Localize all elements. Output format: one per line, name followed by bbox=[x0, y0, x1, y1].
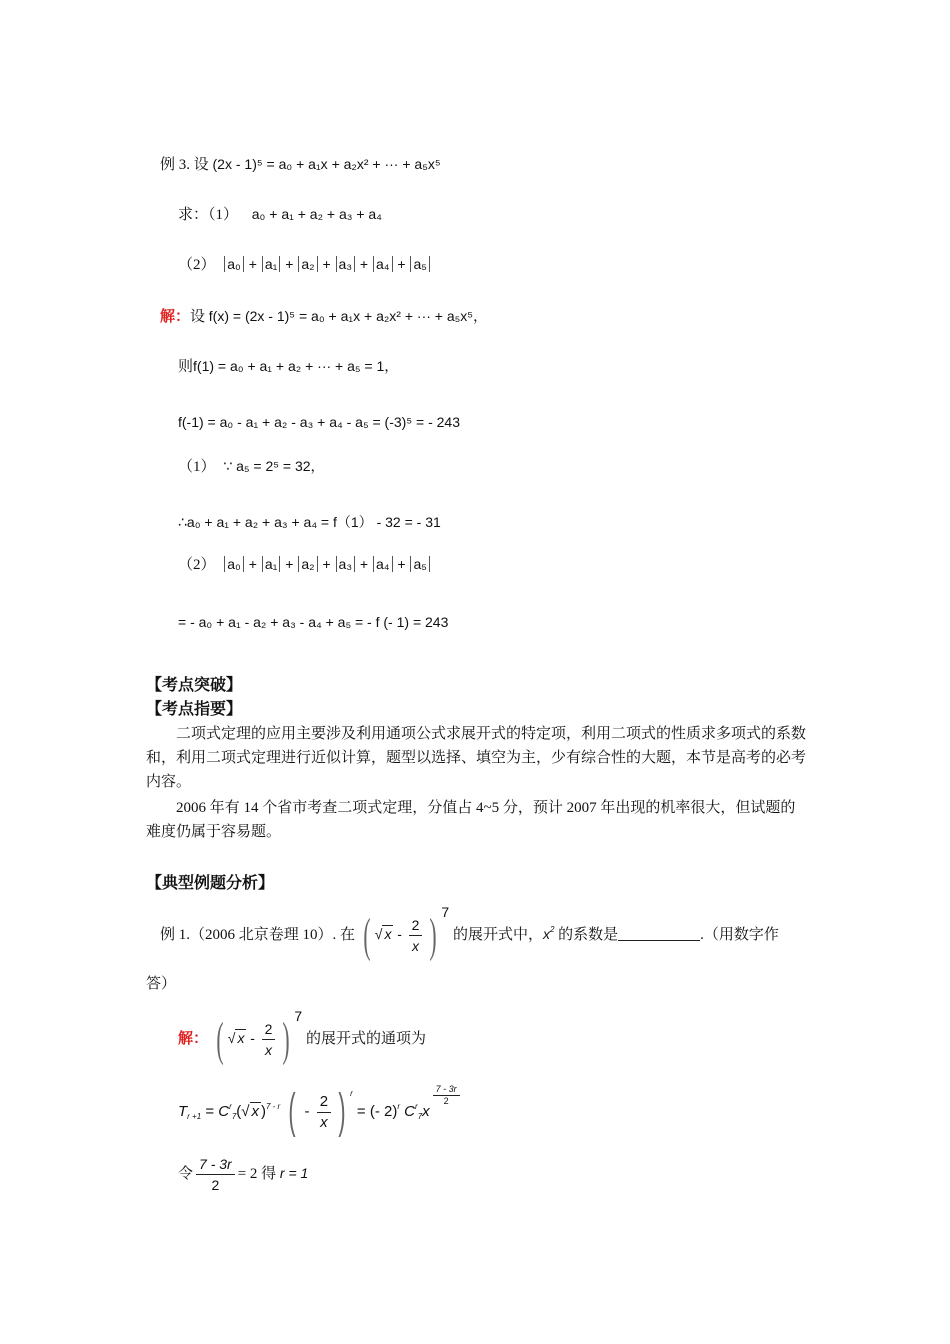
answer-blank[interactable] bbox=[618, 926, 700, 941]
fraction-numerator: 2 bbox=[409, 915, 423, 936]
let-text: 令 bbox=[178, 1166, 194, 1182]
left-paren: ( bbox=[288, 1085, 296, 1139]
ex1-tail-text: .（用数字作 bbox=[700, 927, 779, 943]
exponent-fraction bbox=[433, 1084, 460, 1107]
abs-term: a₅ bbox=[410, 256, 429, 272]
ex1-statement bbox=[160, 906, 779, 962]
because-equation: ∵ a₅ = 2⁵ = 32， bbox=[223, 458, 325, 474]
ex3-ask: 求：（1） bbox=[178, 207, 239, 223]
ex3-f1-line bbox=[178, 356, 398, 377]
x-squared: $x^2$ bbox=[542, 925, 555, 942]
abs-term: a₅ bbox=[410, 556, 429, 572]
fraction-2-over-x bbox=[317, 1092, 331, 1133]
ex3-q2-label: （2） bbox=[178, 257, 216, 273]
ex3-question-2 bbox=[178, 254, 431, 275]
x-power: x bbox=[422, 1103, 430, 1120]
ex3-ask1-expression: a₀ + a₁ + a₂ + a₃ + a₄ bbox=[251, 206, 382, 222]
fraction-denominator: x bbox=[265, 1042, 272, 1059]
eq2-text: = 2 得 bbox=[237, 1166, 277, 1182]
ex1-label: 例 1.（2006 北京卷理 10）. 在 bbox=[160, 927, 356, 943]
sqrt-x-term: √ x bbox=[227, 1030, 245, 1046]
fm1-equation: f(-1) = a₀ - a₁ + a₂ - a₃ + a₄ - a₅ = (-3)⁵ = - 243 bbox=[178, 414, 460, 430]
solution-label: 解： bbox=[160, 309, 191, 325]
exponent: 7 bbox=[441, 904, 450, 920]
solution-label: 解： bbox=[178, 1031, 209, 1047]
left-paren: ( bbox=[363, 908, 371, 962]
ex3-step2-line bbox=[178, 554, 431, 575]
ex3-step1-line bbox=[178, 456, 325, 477]
abs-term: a₀ bbox=[224, 556, 244, 572]
sqrt-content: x bbox=[384, 926, 392, 942]
fraction-exponent bbox=[196, 1154, 235, 1195]
ex3-result-line bbox=[178, 612, 448, 633]
fraction-denominator: x bbox=[320, 1113, 328, 1131]
exponent-denominator: 2 bbox=[443, 1096, 449, 1106]
ex3-question-1 bbox=[178, 204, 382, 225]
general-term-formula: $T_{r +1} = C^r_7(√$ x )$^{7 - r}$ ( - $\frac{2}{x}$ ) $^r$ = (- 2)$^r$ $C^r_7x$ $\frac{7 - 3r}{2}$ bbox=[178, 1084, 463, 1140]
therefore-equation: ∴a₀ + a₁ + a₂ + a₃ + a₄ = f（1） - 32 = - 31 bbox=[178, 514, 441, 530]
ex1-expand-text: 的展开式中， bbox=[452, 927, 543, 943]
ex3-solution-setup bbox=[160, 306, 487, 327]
abs-term: a₄ bbox=[373, 556, 393, 572]
step2-label: （2） bbox=[178, 557, 216, 573]
minus-sign: - bbox=[397, 926, 402, 942]
left-paren: ( bbox=[216, 1012, 224, 1066]
r-value: r = 1 bbox=[279, 1165, 309, 1181]
section-heading-typical: 【典型例题分析】 bbox=[146, 875, 275, 892]
ex1-let-line bbox=[178, 1148, 308, 1198]
then-text: 则 bbox=[178, 359, 194, 375]
exponent-numerator: 7 - 3r bbox=[433, 1084, 460, 1096]
ex3-equation: (2x - 1)⁵ = a₀ + a₁x + a₂x² + ··· + a₅x⁵ bbox=[212, 156, 441, 172]
general-term-text: 的展开式的通项为 bbox=[305, 1031, 426, 1047]
abs-sum-expression-1: a₀ + a₁ + a₂ + a₃ + a₄ + a₅ bbox=[223, 256, 431, 272]
f1-equation: f(1) = a₀ + a₁ + a₂ + ··· + a₅ = 1， bbox=[193, 358, 399, 374]
sqrt-content: x bbox=[237, 1030, 245, 1046]
fraction-numerator: 7 - 3r bbox=[196, 1154, 235, 1175]
abs-term: a₃ bbox=[336, 256, 356, 272]
ex3-fm1-line bbox=[178, 412, 460, 433]
ex1-solution-line bbox=[178, 1010, 426, 1066]
abs-term: a₂ bbox=[298, 256, 317, 272]
ex3-statement bbox=[160, 154, 441, 175]
ex1-tail-continuation: 答） bbox=[146, 976, 177, 992]
exponent: 7 bbox=[294, 1008, 303, 1024]
sqrt-x-term: √ x bbox=[374, 926, 392, 942]
abs-term: a₂ bbox=[298, 556, 317, 572]
ex3-label: 例 3. 设 bbox=[160, 157, 209, 173]
minus-sign: - bbox=[250, 1030, 255, 1046]
paragraph-2: 2006 年有 14 个省市考查二项式定理，分值占 4~5 分，预计 2007 年出现的机率很大，但试题的难度仍属于容易题。 bbox=[146, 800, 796, 840]
abs-term: a₁ bbox=[262, 556, 281, 572]
sol-set-text: 设 bbox=[190, 309, 206, 325]
binomial-c: $C^r_7$ bbox=[404, 1102, 423, 1121]
ex3-therefore-line bbox=[178, 512, 441, 533]
abs-term: a₄ bbox=[373, 256, 393, 272]
step1-label: （1） bbox=[178, 459, 216, 475]
paragraph-1: 二项式定理的应用主要涉及利用通项公式求展开式的特定项，利用二项式的性质求多项式的系数和，利用二项式定理进行近似计算，题型以选择、填空为主，少有综合性的大题，本节是高考的必考内容。 bbox=[146, 726, 807, 790]
abs-term: a₀ bbox=[224, 256, 244, 272]
fraction-2-over-x bbox=[262, 1019, 276, 1060]
sqrt-content: x bbox=[251, 1103, 259, 1120]
section-heading-breakthrough: 【考点突破】 bbox=[146, 677, 243, 694]
right-paren: ) bbox=[282, 1012, 290, 1066]
abs-term: a₃ bbox=[336, 556, 356, 572]
right-paren: ) bbox=[338, 1085, 346, 1139]
sol-equation: f(x) = (2x - 1)⁵ = a₀ + a₁x + a₂x² + ··· + a₅x⁵， bbox=[208, 308, 488, 324]
right-paren: ) bbox=[429, 908, 437, 962]
result-equation: = - a₀ + a₁ - a₂ + a₃ - a₄ + a₅ = - f (- 1) = 243 bbox=[178, 614, 449, 630]
fraction-2-over-x bbox=[409, 915, 423, 956]
section-heading-points: 【考点指要】 bbox=[146, 701, 243, 718]
fraction-denominator: x bbox=[412, 938, 419, 955]
abs-term: a₁ bbox=[262, 256, 281, 272]
fraction-numerator: 2 bbox=[262, 1019, 276, 1040]
binomial-c: $C^r_7$ bbox=[218, 1102, 237, 1121]
t-term: $T_{r +1}$ bbox=[178, 1103, 202, 1121]
fraction-denominator: 2 bbox=[211, 1177, 220, 1194]
fraction-numerator: 2 bbox=[317, 1092, 331, 1113]
ex1-coef-text: 的系数是 bbox=[558, 927, 619, 943]
abs-sum-expression-2: a₀ + a₁ + a₂ + a₃ + a₄ + a₅ bbox=[223, 556, 431, 572]
